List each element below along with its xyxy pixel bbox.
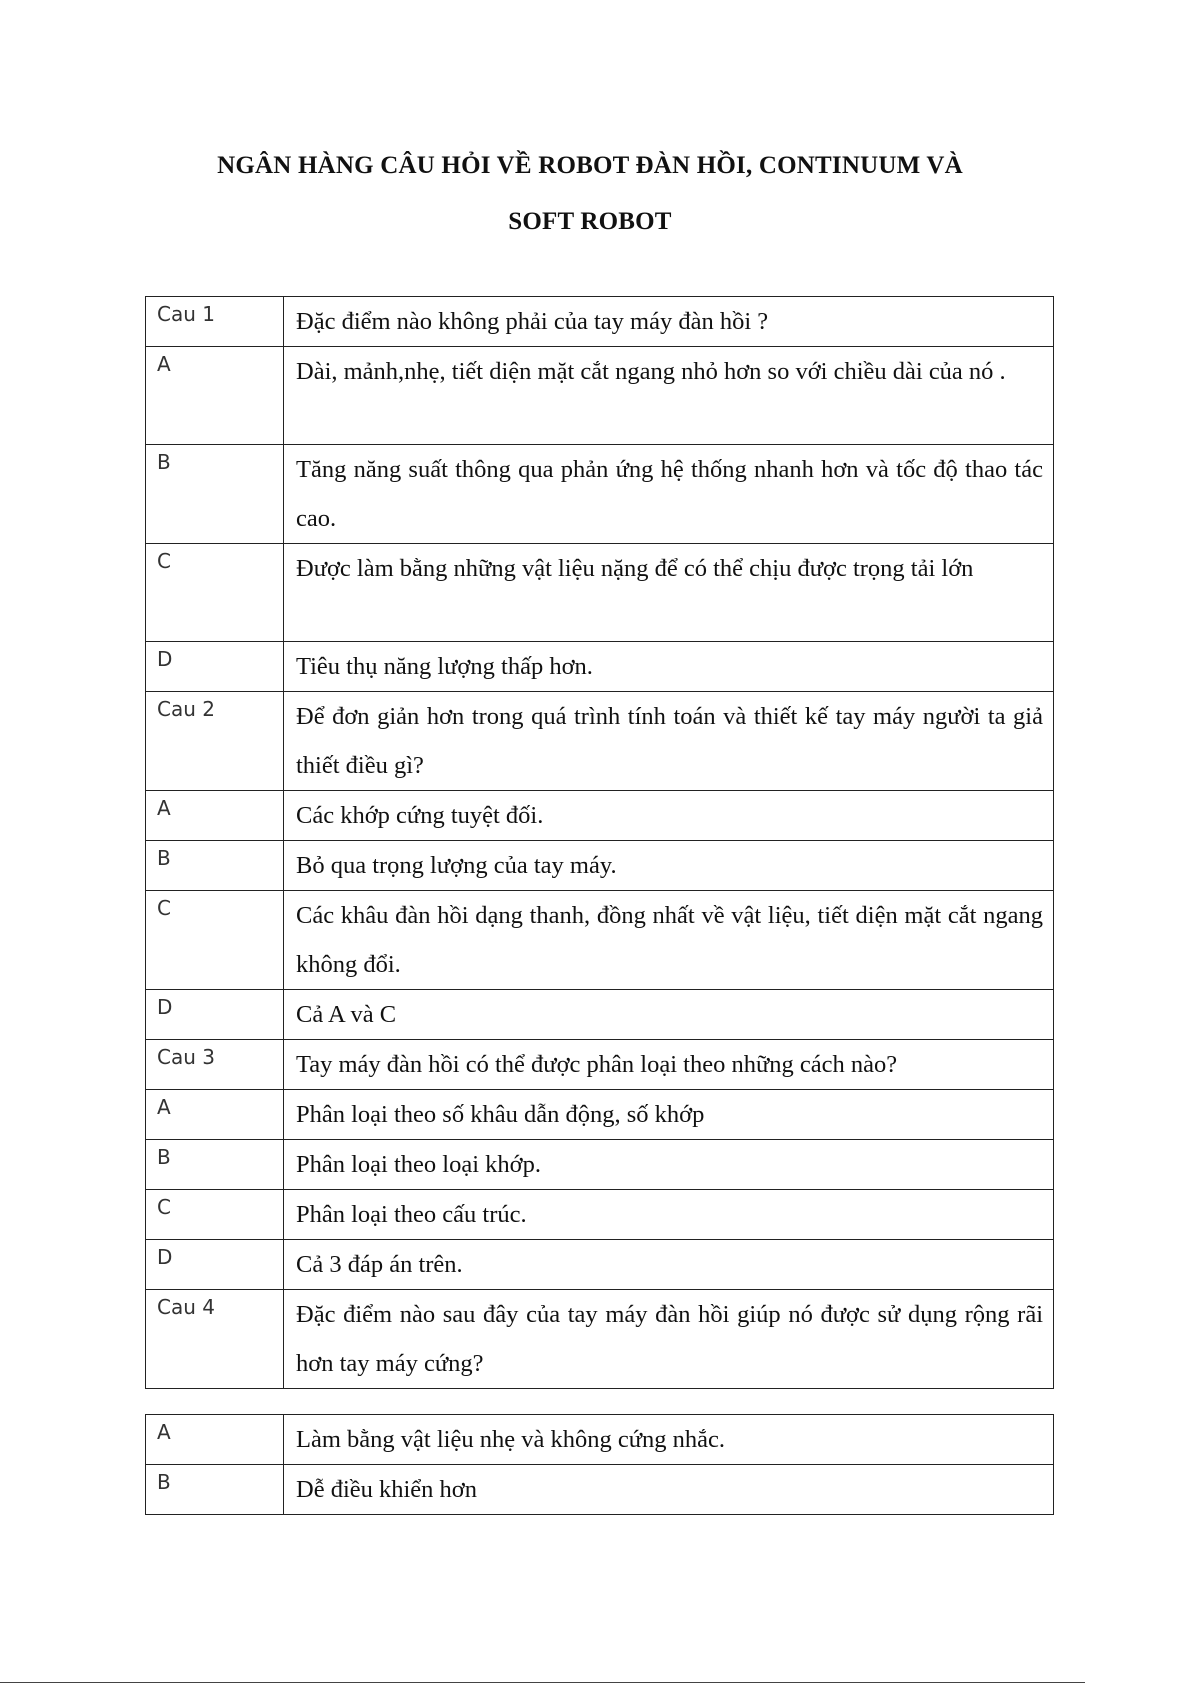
table-row (146, 1040, 1054, 1090)
row-label: D (146, 990, 284, 1040)
row-label: A (146, 1415, 284, 1465)
table-row (146, 841, 1054, 891)
table-row (146, 1240, 1054, 1290)
table-row (146, 1140, 1054, 1190)
table-row (146, 1465, 1054, 1515)
row-text: Đặc điểm nào sau đây của tay máy đàn hồi giúp nó được sử dụng rộng rãi hơn tay máy cứng? (284, 1290, 1054, 1389)
row-label: A (146, 791, 284, 841)
table-row (146, 990, 1054, 1040)
row-text: Phân loại theo loại khớp. (284, 1140, 1054, 1190)
row-text: Các khớp cứng tuyệt đối. (284, 791, 1054, 841)
table-row (146, 445, 1054, 544)
row-text: Làm bằng vật liệu nhẹ và không cứng nhắc. (284, 1415, 1054, 1465)
table-row (146, 297, 1054, 347)
row-text: Dễ điều khiển hơn (284, 1465, 1054, 1515)
table-row (146, 1090, 1054, 1140)
row-label: B (146, 445, 284, 544)
row-label: Cau 4 (146, 1290, 284, 1389)
table-row (146, 791, 1054, 841)
footer-divider (0, 1682, 1085, 1683)
row-label: B (146, 1465, 284, 1515)
row-text: Được làm bằng những vật liệu nặng để có thể chịu được trọng tải lớn (284, 544, 1054, 642)
table-row (146, 1190, 1054, 1240)
row-label: D (146, 642, 284, 692)
row-text: Tăng năng suất thông qua phản ứng hệ thống nhanh hơn và tốc độ thao tác cao. (284, 445, 1054, 544)
table-row (146, 1415, 1054, 1465)
row-text: Tay máy đàn hồi có thể được phân loại theo những cách nào? (284, 1040, 1054, 1090)
row-text: Bỏ qua trọng lượng của tay máy. (284, 841, 1054, 891)
title-line-1: NGÂN HÀNG CÂU HỎI VỀ ROBOT ĐÀN HỒI, CONTINUUM VÀ (217, 152, 963, 179)
row-label: Cau 3 (146, 1040, 284, 1090)
row-label: A (146, 1090, 284, 1140)
row-label: C (146, 891, 284, 990)
table-row (146, 347, 1054, 445)
row-label: D (146, 1240, 284, 1290)
row-label: Cau 2 (146, 692, 284, 791)
table-row (146, 891, 1054, 990)
row-text: Cả A và C (284, 990, 1054, 1040)
row-text: Đặc điểm nào không phải của tay máy đàn hồi ? (284, 297, 1054, 347)
title-line-2: SOFT ROBOT (508, 208, 672, 235)
row-label: B (146, 1140, 284, 1190)
row-text: Dài, mảnh,nhẹ, tiết diện mặt cắt ngang nhỏ hơn so với chiều dài của nó . (284, 347, 1054, 445)
row-text: Để đơn giản hơn trong quá trình tính toán và thiết kế tay máy người ta giả thiết điều gì? (284, 692, 1054, 791)
row-label: C (146, 544, 284, 642)
row-text: Phân loại theo số khâu dẫn động, số khớp (284, 1090, 1054, 1140)
row-label: C (146, 1190, 284, 1240)
table-row (146, 544, 1054, 642)
question-table-1 (145, 296, 1054, 1389)
row-label: B (146, 841, 284, 891)
page-title (140, 138, 1040, 250)
table-row (146, 1290, 1054, 1389)
row-label: Cau 1 (146, 297, 284, 347)
question-table-2 (145, 1414, 1054, 1515)
table-row (146, 642, 1054, 692)
row-text: Các khâu đàn hồi dạng thanh, đồng nhất về vật liệu, tiết diện mặt cắt ngang không đổi. (284, 891, 1054, 990)
row-label: A (146, 347, 284, 445)
table-row (146, 692, 1054, 791)
row-text: Phân loại theo cấu trúc. (284, 1190, 1054, 1240)
row-text: Cả 3 đáp án trên. (284, 1240, 1054, 1290)
row-text: Tiêu thụ năng lượng thấp hơn. (284, 642, 1054, 692)
